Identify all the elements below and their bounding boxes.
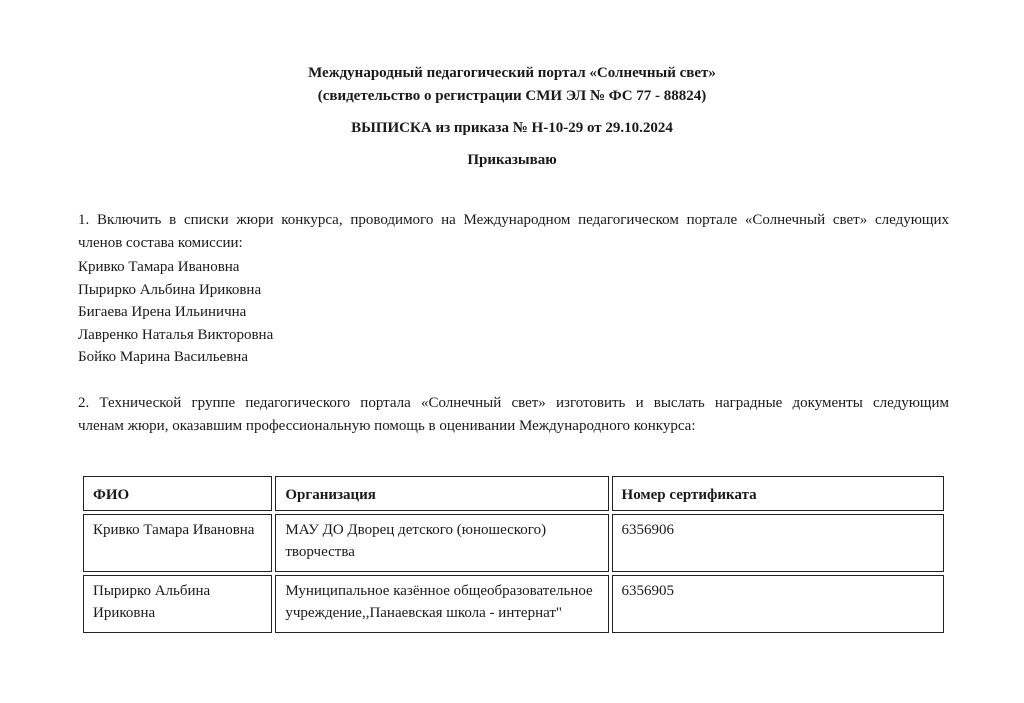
jury-member: Кривко Тамара Ивановна [78, 259, 240, 275]
table-row [83, 514, 944, 572]
extract-title: ВЫПИСКА из приказа № Н-10-29 от 29.10.2024 [351, 120, 673, 136]
item-1-paragraph [78, 209, 949, 254]
cell-certificate: 6356906 [612, 514, 944, 572]
cell-certificate: 6356905 [612, 575, 944, 633]
order-word: Приказываю [467, 152, 557, 168]
jury-member: Бигаева Ирена Ильинична [78, 304, 247, 320]
item-1-line-1: 1. Включить в списки жюри конкурса, проводимого на Международном педагогическом портале «Солнечный свет» следующих [78, 212, 949, 228]
column-header-certificate: Номер сертификата [612, 476, 944, 511]
cell-name: Пырирко Альбина Ириковна [83, 575, 272, 633]
table-header-row [83, 476, 944, 511]
jury-member: Пырирко Альбина Ириковна [78, 282, 262, 298]
cell-name: Кривко Тамара Ивановна [83, 514, 272, 572]
jury-member: Бойко Марина Васильевна [78, 349, 248, 365]
registration-note: (свидетельство о регистрации СМИ ЭЛ № ФС 77 - 88824) [317, 88, 707, 104]
item-1-line-2: членов состава комиссии: [78, 234, 243, 251]
item-2-line-1: 2. Технической группе педагогического портала «Солнечный свет» изготовить и выслать наградные документы следующим [78, 395, 949, 411]
jury-member: Лавренко Наталья Викторовна [78, 327, 274, 343]
certificates-table [80, 473, 947, 636]
item-2-paragraph [78, 392, 949, 437]
column-header-organization: Организация [275, 476, 608, 511]
cell-organization: МАУ ДО Дворец детского (юношеского) творчества [275, 514, 608, 572]
table-row [83, 575, 944, 633]
portal-title: Международный педагогический портал «Солнечный свет» [308, 65, 716, 81]
item-2-line-2: членам жюри, оказавшим профессиональную помощь в оценивании Международного конкурса: [78, 417, 696, 434]
column-header-name: ФИО [83, 476, 272, 511]
cell-organization: Муниципальное казённое общеобразовательное учреждение,,Панаевская школа - интернат" [275, 575, 608, 633]
